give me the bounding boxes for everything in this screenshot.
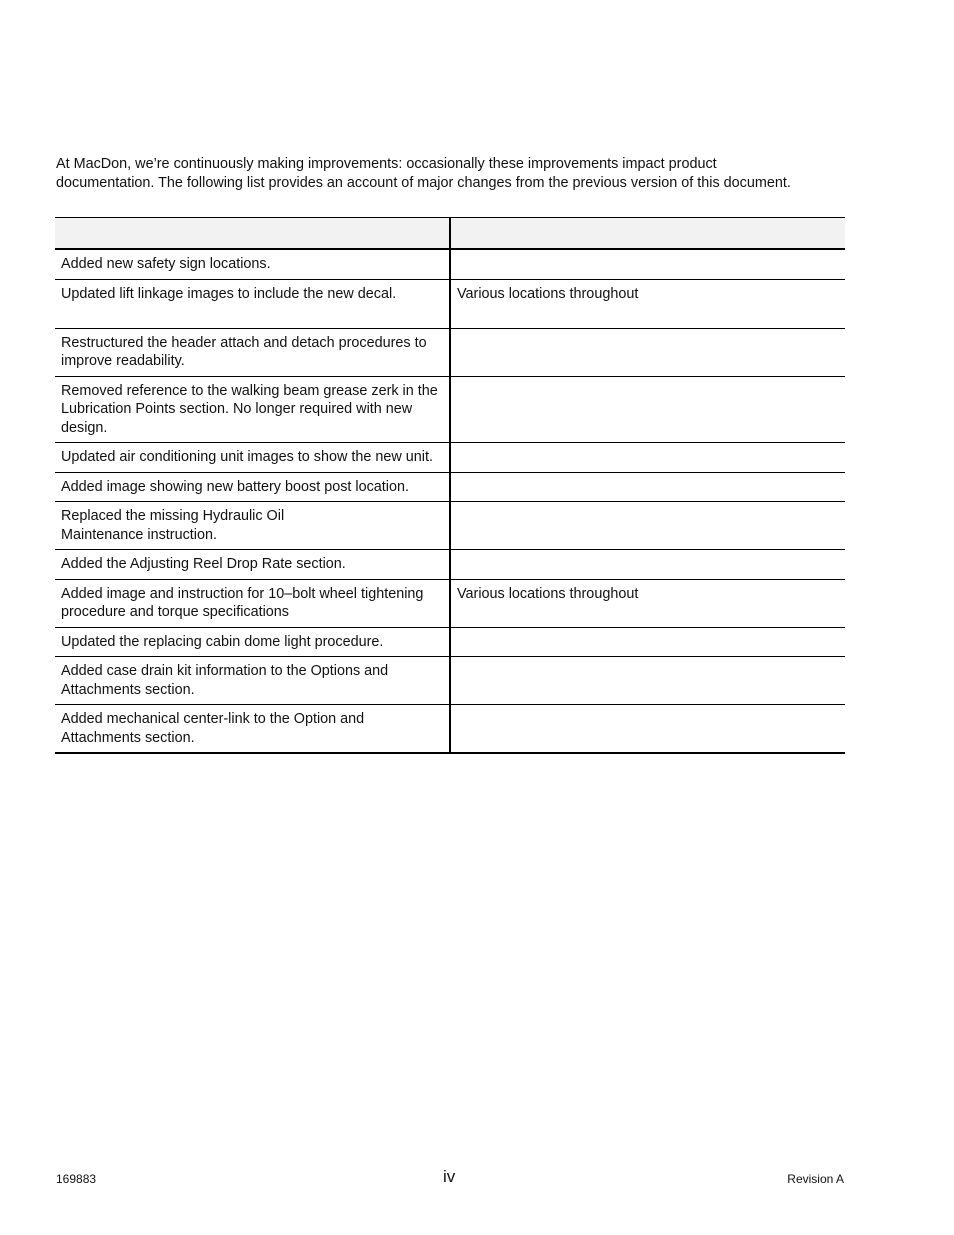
table-row xyxy=(55,579,845,627)
change-summary: Added mechanical center-link to the Option and Attachments section. xyxy=(55,705,450,754)
table-row xyxy=(55,443,845,473)
change-location: Various locations throughout xyxy=(450,279,845,328)
change-summary: Restructured the header attach and detach procedures to improve readability. xyxy=(55,328,450,376)
change-summary: Added case drain kit information to the Options and Attachments section. xyxy=(55,657,450,705)
change-location xyxy=(450,443,845,473)
change-location xyxy=(450,502,845,550)
changes-table xyxy=(55,217,845,754)
change-location xyxy=(450,550,845,580)
change-location xyxy=(450,705,845,754)
change-location xyxy=(450,627,845,657)
revision-label: Revision A xyxy=(787,1172,844,1186)
change-summary: Added image and instruction for 10–bolt wheel tightening procedure and torque specifications xyxy=(55,579,450,627)
table-row xyxy=(55,627,845,657)
change-summary: Added the Adjusting Reel Drop Rate section. xyxy=(55,550,450,580)
header-summary-of-change xyxy=(55,218,450,250)
table-row xyxy=(55,472,845,502)
change-location xyxy=(450,472,845,502)
change-location xyxy=(450,249,845,279)
table-row xyxy=(55,550,845,580)
change-summary: Added new safety sign locations. xyxy=(55,249,450,279)
table-row xyxy=(55,328,845,376)
change-summary: Added image showing new battery boost post location. xyxy=(55,472,450,502)
table-row xyxy=(55,249,845,279)
document-number: 169883 xyxy=(56,1172,97,1186)
header-refer-to xyxy=(450,218,845,250)
intro-line-2: documentation. The following list provides an account of major changes from the previous version of this document. xyxy=(56,175,791,191)
table-header-row xyxy=(55,218,845,250)
change-summary: Replaced the missing Hydraulic Oil Maintenance instruction. xyxy=(55,502,450,550)
change-location xyxy=(450,376,845,443)
change-location: Various locations throughout xyxy=(450,579,845,627)
intro-line-1: At MacDon, we’re continuously making improvements: occasionally these improvements impact product xyxy=(56,156,717,172)
table-row xyxy=(55,657,845,705)
change-summary: Updated the replacing cabin dome light procedure. xyxy=(55,627,450,657)
intro-paragraph xyxy=(56,155,856,193)
table-row xyxy=(55,502,845,550)
change-location xyxy=(450,328,845,376)
table-row xyxy=(55,376,845,443)
change-location xyxy=(450,657,845,705)
change-summary: Updated lift linkage images to include the new decal. xyxy=(55,279,450,328)
table-row xyxy=(55,705,845,754)
change-summary: Removed reference to the walking beam grease zerk in the Lubrication Points section. No longer required with new design. xyxy=(55,376,450,443)
table-row xyxy=(55,279,845,328)
page-number: iv xyxy=(443,1167,456,1186)
change-summary: Updated air conditioning unit images to show the new unit. xyxy=(55,443,450,473)
